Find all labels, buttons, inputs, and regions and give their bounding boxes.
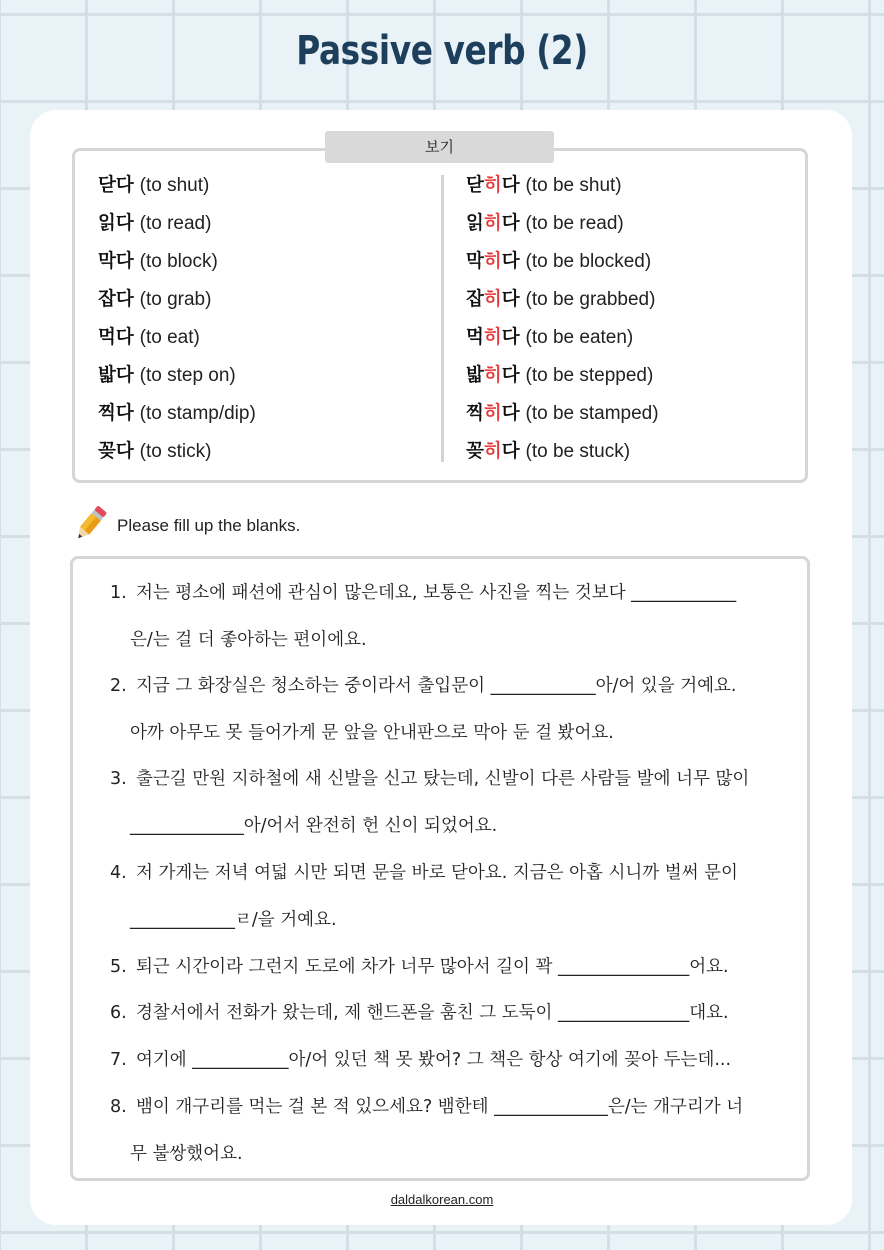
passive-pair	[466, 400, 659, 438]
passive-pair	[466, 248, 659, 286]
question-text-continued: ____________ㄹ/을 거예요.	[130, 910, 337, 930]
verb-stem: 막	[466, 251, 484, 272]
passive-suffix: 히	[483, 175, 502, 196]
passive-pair	[466, 362, 659, 400]
verb-ending: 다	[501, 441, 520, 462]
verb: 먹다	[98, 327, 134, 348]
pencil-icon	[73, 503, 109, 543]
active-verbs-column	[98, 172, 256, 476]
question-number: 7.	[110, 1050, 127, 1070]
question-item	[110, 999, 790, 1024]
passive-suffix: 히	[483, 289, 502, 310]
verb-pair	[98, 172, 256, 210]
verb: 막다	[98, 251, 134, 272]
question-item	[110, 859, 790, 931]
gloss: (to read)	[139, 213, 212, 234]
instruction-text: Please fill up the blanks.	[117, 516, 301, 535]
question-number: 6.	[110, 1003, 127, 1023]
verb-ending: 다	[501, 365, 520, 386]
gloss: (to be stepped)	[525, 365, 654, 386]
footer-link[interactable]: daldalkorean.com	[390, 1192, 494, 1207]
verb-ending: 다	[501, 289, 520, 310]
verb-ending: 다	[501, 327, 520, 348]
verb-ending: 다	[501, 175, 520, 196]
question-text: 뱀이 개구리를 먹는 걸 본 적 있으세요? 뱀한테 _____________은/는 개구리가 너	[136, 1097, 744, 1117]
gloss: (to be grabbed)	[525, 289, 656, 310]
verb-ending: 다	[501, 403, 520, 424]
question-text: 지금 그 화장실은 청소하는 중이라서 출입문이 ____________아/어 있을 거예요.	[136, 676, 737, 696]
verb-pair	[98, 362, 256, 400]
verb-ending: 다	[501, 251, 520, 272]
passive-pair	[466, 172, 659, 210]
question-item	[110, 953, 790, 978]
verb-stem: 밟	[466, 365, 484, 386]
gloss: (to be eaten)	[525, 327, 634, 348]
verb-ending: 다	[501, 213, 520, 234]
question-number: 5.	[110, 957, 127, 977]
page-title: Passive verb (2)	[296, 28, 588, 74]
passive-pair	[466, 286, 659, 324]
question-number: 1.	[110, 583, 127, 603]
question-item	[110, 579, 790, 651]
question-text: 퇴근 시간이라 그런지 도로에 차가 너무 많아서 길이 꽉 _______________어요.	[136, 957, 729, 977]
question-item	[110, 1046, 790, 1071]
question-number: 4.	[110, 863, 127, 883]
question-text-continued: _____________아/어서 완전히 헌 신이 되었어요.	[130, 816, 498, 836]
question-text: 경찰서에서 전화가 왔는데, 제 핸드폰을 훔친 그 도둑이 _______________대요.	[136, 1003, 729, 1023]
gloss: (to be read)	[525, 213, 624, 234]
gloss: (to shut)	[139, 175, 210, 196]
question-number: 8.	[110, 1097, 127, 1117]
verb-stem: 꽂	[466, 441, 484, 462]
question-item	[110, 765, 790, 837]
gloss: (to be stuck)	[525, 441, 631, 462]
question-text-continued: 무 불쌍했어요.	[130, 1144, 243, 1164]
verb-stem: 잡	[466, 289, 484, 310]
verb: 찍다	[98, 403, 134, 424]
passive-pair	[466, 210, 659, 248]
passive-verbs-column	[466, 172, 659, 476]
verb: 읽다	[98, 213, 134, 234]
verb-pair	[98, 438, 256, 476]
verb: 잡다	[98, 289, 134, 310]
question-item	[110, 672, 790, 744]
passive-suffix: 히	[483, 327, 502, 348]
verb-stem: 먹	[466, 327, 484, 348]
passive-suffix: 히	[483, 441, 502, 462]
question-text-continued: 은/는 걸 더 좋아하는 편이에요.	[130, 630, 367, 650]
example-divider	[441, 175, 444, 462]
verb-pair	[98, 286, 256, 324]
passive-pair	[466, 438, 659, 476]
question-text: 저 가게는 저녁 여덟 시만 되면 문을 바로 닫아요. 지금은 아홉 시니까 벌써 문이	[136, 863, 738, 883]
question-text: 저는 평소에 패션에 관심이 많은데요, 보통은 사진을 찍는 것보다 ____________	[136, 583, 737, 603]
verb-pair	[98, 324, 256, 362]
gloss: (to be shut)	[525, 175, 622, 196]
question-text: 출근길 만원 지하철에 새 신발을 신고 탔는데, 신발이 다른 사람들 발에 너무 많이	[136, 769, 750, 789]
passive-suffix: 히	[483, 213, 502, 234]
gloss: (to be blocked)	[525, 251, 652, 272]
passive-suffix: 히	[483, 365, 502, 386]
verb-stem: 읽	[466, 213, 484, 234]
verb: 꽂다	[98, 441, 134, 462]
passive-suffix: 히	[483, 403, 502, 424]
verb: 닫다	[98, 175, 134, 196]
verb: 밟다	[98, 365, 134, 386]
question-number: 3.	[110, 769, 127, 789]
gloss: (to eat)	[139, 327, 200, 348]
gloss: (to stamp/dip)	[139, 403, 256, 424]
gloss: (to grab)	[139, 289, 212, 310]
gloss: (to stick)	[139, 441, 212, 462]
question-item	[110, 1093, 790, 1165]
gloss: (to block)	[139, 251, 218, 272]
question-number: 2.	[110, 676, 127, 696]
example-tab: 보기	[325, 131, 554, 163]
gloss: (to step on)	[139, 365, 236, 386]
passive-pair	[466, 324, 659, 362]
passive-suffix: 히	[483, 251, 502, 272]
verb-stem: 닫	[466, 175, 484, 196]
verb-pair	[98, 210, 256, 248]
verb-pair	[98, 400, 256, 438]
question-text-continued: 아까 아무도 못 들어가게 문 앞을 안내판으로 막아 둔 걸 봤어요.	[130, 723, 614, 743]
verb-pair	[98, 248, 256, 286]
verb-stem: 찍	[466, 403, 484, 424]
question-text: 여기에 ___________아/어 있던 책 못 봤어? 그 책은 항상 여기에 꽂아 두는데...	[136, 1050, 732, 1070]
gloss: (to be stamped)	[525, 403, 659, 424]
